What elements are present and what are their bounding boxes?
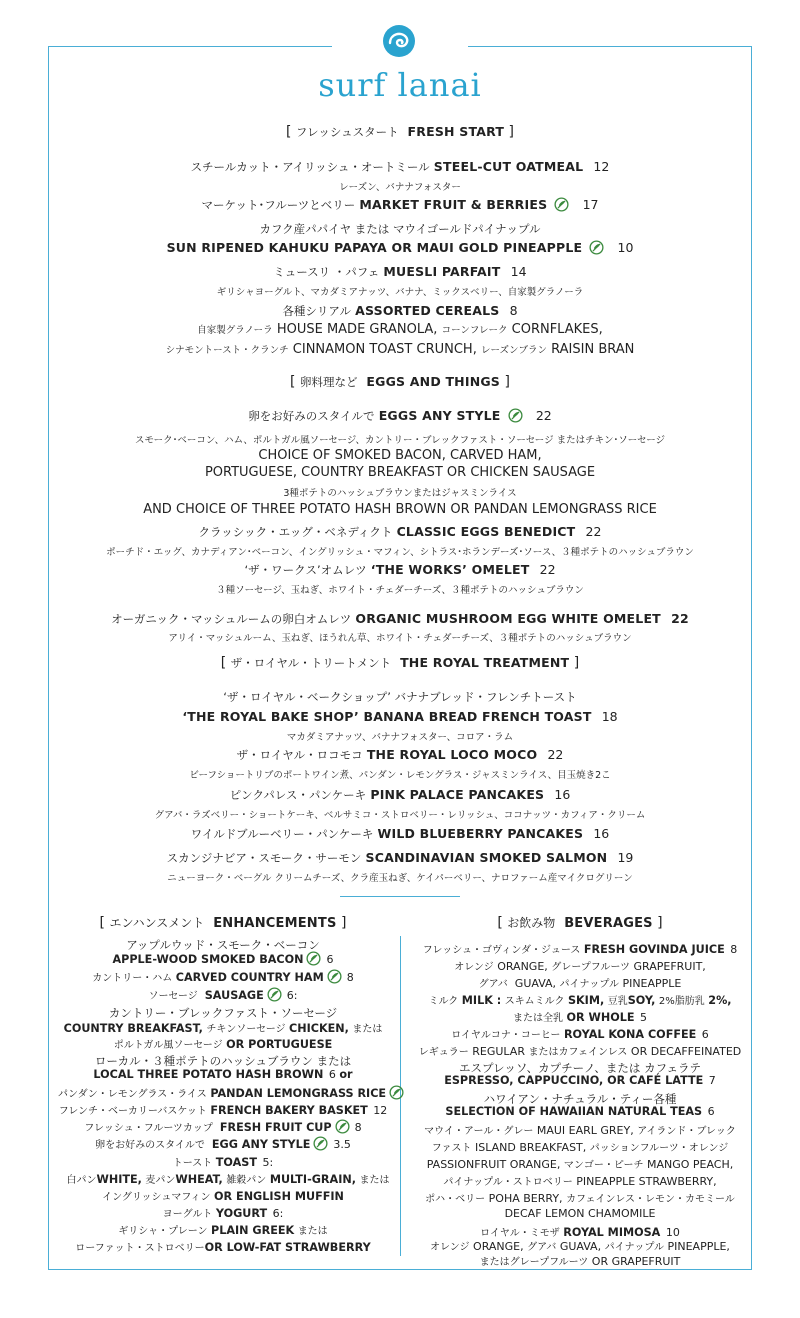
tea-options-6 — [410, 1207, 750, 1220]
section-title-jp: ザ・ロイヤル・トリートメント — [230, 656, 392, 670]
option-jp: ローファット・ストロベリー — [75, 1243, 205, 1254]
item-govinda-juice — [410, 941, 750, 956]
option-en: PASSIONFRUIT ORANGE, — [426, 1158, 561, 1171]
item-name-jp: オーガニック・マッシュルームの卵白オムレツ — [111, 612, 352, 626]
option-en: GUAVA, — [514, 977, 557, 990]
toast-options-2 — [58, 1188, 388, 1203]
item-price: 10 — [665, 1226, 680, 1239]
option-jp: 自家製グラノーラ — [197, 325, 273, 336]
option-en: GRAPEFRUIT, — [633, 960, 706, 973]
cereal-options-line-1 — [52, 322, 748, 337]
item-name-jp: ‘ザ・ワークス’オムレツ — [244, 563, 367, 577]
vegetarian-icon — [589, 240, 604, 255]
item-name-en: SUN RIPENED KAHUKU PAPAYA OR MAUI GOLD PINEAPPLE — [166, 240, 583, 255]
vegetarian-icon — [554, 197, 569, 212]
item-name-jp: ピンクパレス・パンケーキ — [229, 788, 367, 802]
item-name-jp: ロイヤルコナ・コーヒー — [451, 1030, 561, 1041]
item-name-en: ‘THE ROYAL BAKE SHOP’ BANANA BREAD FRENCH TOAST — [182, 709, 592, 724]
section-eggs-title: [ 卵料理など EGGS AND THINGS ] — [290, 374, 510, 390]
option-jp: チキンソーセージ — [206, 1024, 286, 1035]
item-works-omelet — [52, 562, 748, 578]
option-jp: またはカフェインレス — [528, 1047, 628, 1058]
item-mushroom-omelet — [52, 611, 748, 627]
option-jp: または全乳 — [512, 1013, 563, 1024]
option-en: OR PORTUGUESE — [226, 1038, 333, 1051]
option-jp: パッションフルーツ・オレンジ — [589, 1143, 729, 1154]
option-en: SOY, — [627, 994, 656, 1007]
item-desc: アリイ・マッシュルーム、玉ねぎ、ほうれん草、ホワイト・チェダーチーズ、３種ポテトのハッシュブラウン — [168, 633, 632, 644]
item-name-jp: ヨーグルト — [162, 1209, 213, 1220]
option-en: PINEAPPLE — [622, 977, 682, 990]
item-blueberry-pancakes — [52, 826, 748, 842]
section-title-en: BEVERAGES — [564, 916, 653, 931]
item-espresso — [410, 1074, 750, 1087]
option-en: PINEAPPLE STRAWBERRY, — [576, 1175, 717, 1188]
option-en: ISLAND BREAKFAST, — [475, 1141, 587, 1154]
item-name-jp: スチールカット・アイリッシュ・オートミール — [190, 160, 430, 174]
item-oatmeal — [52, 159, 748, 175]
option-jp: または — [359, 1175, 390, 1186]
option-jp: 豆乳 — [607, 996, 628, 1007]
item-name-en: FRESH GOVINDA JUICE — [583, 943, 725, 956]
item-price: 14 — [510, 264, 527, 279]
section-title-jp: 卵料理など — [299, 375, 358, 389]
item-name-en: ORGANIC MUSHROOM EGG WHITE OMELET — [355, 611, 661, 626]
section-royal-title: [ ザ・ロイヤル・トリートメント THE ROYAL TREATMENT ] — [220, 655, 580, 671]
item-name-jp: ハワイアン・ナチュラル・ティー各種 — [483, 1092, 677, 1106]
item-name-jp: ザ・ロイヤル・ロコモコ — [236, 748, 363, 762]
vegetarian-icon — [327, 969, 342, 984]
item-price: 22 — [671, 611, 689, 626]
item-eggs-any-style — [52, 408, 748, 424]
item-fruit — [52, 197, 748, 213]
item-pink-pancakes — [52, 787, 748, 803]
item-price: 7 — [708, 1074, 716, 1087]
option-jp: オレンジ — [454, 962, 494, 973]
option-en: WHITE, — [96, 1173, 142, 1186]
item-price: 16 — [554, 787, 571, 802]
item-name-jp: マーケット･フルーツとベリー — [201, 198, 356, 212]
section-title-jp: フレッシュスタート — [295, 125, 399, 139]
option-jp: パイナップル — [604, 1242, 664, 1253]
section-beverages-title: [ お飲み物 BEVERAGES ] — [497, 915, 663, 931]
option-jp: 雑穀パン — [226, 1175, 267, 1186]
item-name-en: TOAST — [215, 1156, 257, 1169]
toast-options — [58, 1171, 398, 1186]
item-name-en: WILD BLUEBERRY PANCAKES — [377, 826, 584, 841]
item-name-jp: ミルク — [428, 996, 459, 1007]
tea-options-5 — [410, 1190, 750, 1205]
option-en: MULTI-GRAIN, — [269, 1173, 356, 1186]
vegetarian-icon — [335, 1119, 350, 1134]
item-smoked-salmon — [52, 850, 748, 866]
item-price: 22 — [535, 408, 552, 423]
item-name-en: THE ROYAL LOCO MOCO — [366, 747, 538, 762]
item-price: 6: — [286, 989, 298, 1002]
item-name-en: YOGURT — [215, 1207, 268, 1220]
item-name-en: MILK : — [461, 994, 502, 1007]
tea-options-4 — [410, 1173, 750, 1188]
option-jp: カントリー・ブレックファスト・ソーセージ — [108, 1006, 338, 1020]
item-french-toast — [52, 709, 748, 725]
item-price: 8 — [354, 1121, 362, 1134]
yogurt-options-2 — [58, 1239, 388, 1254]
item-name-en: EGGS ANY STYLE — [378, 408, 501, 423]
option-en: OR LOW-FAT STRAWBERRY — [204, 1241, 371, 1254]
item-milk — [410, 992, 750, 1007]
section-divider — [340, 896, 460, 897]
item-yogurt — [58, 1205, 388, 1220]
mimosa-options-2 — [410, 1253, 750, 1268]
option-en: SKIM, — [567, 994, 605, 1007]
item-price: 8 — [730, 943, 738, 956]
item-name-en: CARVED COUNTRY HAM — [175, 971, 324, 984]
item-price: 6 — [701, 1028, 709, 1041]
item-desc: レーズン、バナナフォスター — [339, 182, 461, 193]
item-sausage — [58, 987, 388, 1002]
item-name-jp: ワイルドブルーベリー・パンケーキ — [190, 827, 374, 841]
option-jp: レーズンブラン — [480, 345, 548, 356]
brand-name: surf lanai — [318, 66, 482, 104]
item-name-en: EGG ANY STYLE — [211, 1138, 311, 1151]
item-desc: グアバ・ラズベリー・ショートケーキ、ベルサミコ・ストロベリー・レリッシュ、ココナッツ・カフィア・クリーム — [154, 810, 646, 821]
item-price: 5 — [640, 1011, 647, 1024]
item-desc-en: CHOICE OF SMOKED BACON, CARVED HAM, — [258, 448, 542, 463]
item-desc-jp: スモーク･ベーコン、ハム、ポルトガル風ソーセージ、カントリー・ブレックファスト・ソーセージ またはチキン･ソーセージ — [134, 435, 666, 446]
item-price: 8 — [509, 303, 518, 318]
item-name-jp: フレッシュ・ゴヴィンダ・ジュース — [422, 945, 581, 956]
section-title-en: THE ROYAL TREATMENT — [400, 655, 570, 670]
item-bakery-basket — [58, 1102, 388, 1117]
item-name-en: FRENCH BAKERY BASKET — [210, 1104, 368, 1117]
item-fruit-cup — [58, 1119, 388, 1134]
option-en: CHICKEN, — [289, 1022, 349, 1035]
option-jp: スキムミルク — [504, 996, 565, 1007]
item-name-en: STEEL-CUT OATMEAL — [433, 159, 584, 174]
section-title-en: EGGS AND THINGS — [366, 374, 501, 389]
option-jp: レギュラー — [418, 1047, 469, 1058]
item-name-jp: フレッシュ・フルーツカップ — [84, 1123, 213, 1134]
item-name-en: SCANDINAVIAN SMOKED SALMON — [365, 850, 608, 865]
option-jp: または — [352, 1024, 383, 1035]
cereal-options-line-2 — [52, 342, 748, 357]
item-name-jp: 卵をお好みのスタイルで — [248, 409, 375, 423]
item-desc-jp: 3種ポテトのハッシュブラウンまたはジャスミンライス — [283, 488, 517, 499]
option-en: GUAVA, — [559, 1240, 602, 1253]
option-jp: グアバ — [527, 1242, 557, 1253]
section-enhancements-title: [ エンハンスメント ENHANCEMENTS ] — [99, 915, 347, 931]
item-name-jp: クラッシック・エッグ・ベネディクト — [198, 525, 393, 539]
option-jp: ポルトガル風ソーセージ — [113, 1040, 223, 1051]
sausage-options-2 — [58, 1036, 388, 1051]
option-en: HOUSE MADE GRANOLA, — [276, 322, 438, 337]
option-jp: マンゴー・ピーチ — [563, 1160, 644, 1171]
section-title-jp: お飲み物 — [507, 916, 556, 930]
option-jp: シナモントースト・クランチ — [165, 345, 289, 356]
item-price: 6: — [272, 1207, 284, 1220]
option-jp: ギリシャ・プレーン — [118, 1226, 208, 1237]
item-price: 18 — [601, 709, 618, 724]
vegetarian-icon — [267, 987, 282, 1002]
option-jp: イングリッシュマフィン — [102, 1192, 211, 1203]
option-jp: コーンフレーク — [441, 325, 508, 336]
mimosa-options — [410, 1238, 750, 1253]
item-name-en: MUESLI PARFAIT — [383, 264, 501, 279]
option-jp: グレープフルーツ — [551, 962, 630, 973]
option-jp: オレンジ — [430, 1242, 470, 1253]
option-en: DECAF LEMON CHAMOMILE — [504, 1207, 656, 1220]
item-benedict — [52, 524, 748, 540]
item-name-jp: カントリー・ハム — [92, 973, 173, 984]
item-name-en: SELECTION OF HAWAIIAN NATURAL TEAS — [445, 1105, 703, 1118]
item-price: 19 — [617, 850, 634, 865]
section-title-en: ENHANCEMENTS — [213, 916, 337, 931]
item-price: 3.5 — [333, 1138, 351, 1151]
option-jp: 2%脂肪乳 — [658, 996, 705, 1007]
option-jp: 麦パン — [145, 1175, 176, 1186]
item-price: 22 — [547, 747, 564, 762]
item-hash-brown — [58, 1068, 388, 1081]
item-name-en: APPLE-WOOD SMOKED BACON — [112, 953, 304, 966]
tea-options — [410, 1122, 750, 1137]
item-name-jp: ロイヤル・ミモザ — [480, 1228, 560, 1239]
option-en: REGULAR — [472, 1045, 525, 1058]
item-toast — [58, 1154, 388, 1169]
item-hawaiian-teas — [410, 1105, 750, 1118]
item-desc: ニューヨーク・ベーグル クリームチーズ、クラ産玉ねぎ、ケイパーベリー、ナロファーム産マイクログリーン — [167, 873, 633, 884]
item-name-jp: フレンチ・ベーカリーバスケット — [58, 1106, 207, 1117]
option-jp: グアバ — [478, 979, 508, 990]
item-price: 12 — [593, 159, 610, 174]
item-name-en: ROYAL KONA COFFEE — [563, 1028, 697, 1041]
vegetarian-icon — [389, 1085, 404, 1100]
item-name-en: ASSORTED CEREALS — [355, 303, 500, 318]
option-jp: ファスト — [431, 1143, 472, 1154]
item-name-jp: 卵をお好みのスタイルで — [95, 1140, 205, 1151]
item-name-en: ESPRESSO, CAPPUCCINO, OR CAFÉ LATTE — [444, 1074, 704, 1087]
milk-options-2 — [410, 1009, 750, 1024]
item-desc: ３種ソーセージ、玉ねぎ、ホワイト・チェダーチーズ、３種ポテトのハッシュブラウン — [216, 585, 584, 596]
item-name-jp: アップルウッド・スモーク・ベーコン — [126, 938, 320, 952]
sausage-options — [58, 1020, 388, 1035]
option-jp: ポハ・ベリー — [425, 1194, 486, 1205]
option-jp: または — [297, 1226, 328, 1237]
section-fresh-start-title: [ フレッシュスタート FRESH START ] — [286, 124, 514, 140]
item-egg-any-style — [58, 1136, 388, 1151]
option-en: CORNFLAKES, — [511, 322, 603, 337]
option-en: OR ENGLISH MUFFIN — [214, 1190, 344, 1203]
item-price: 6 — [707, 1105, 715, 1118]
item-papaya — [52, 240, 748, 256]
option-en: CINNAMON TOAST CRUNCH, — [292, 342, 477, 357]
option-jp: マウイ・アール・グレー — [424, 1126, 534, 1137]
item-name-jp: パンダン・レモングラス・ライス — [58, 1089, 207, 1100]
item-name-jp: カフク産パパイヤ または マウイゴールドパイナップル — [259, 222, 541, 236]
item-price: 16 — [593, 826, 610, 841]
item-price: 22 — [585, 524, 602, 539]
tea-options-3 — [410, 1156, 750, 1171]
item-muesli — [52, 264, 748, 280]
item-desc: マカダミアナッツ、バナナフォスター、コロア・ラム — [286, 732, 514, 743]
option-en: PINEAPPLE, — [667, 1240, 730, 1253]
or-text: or — [339, 1068, 353, 1081]
item-price: 5: — [262, 1156, 274, 1169]
item-desc-en: PORTUGUESE, COUNTRY BREAKFAST OR CHICKEN SAUSAGE — [204, 465, 596, 480]
option-en: RAISIN BRAN — [551, 342, 635, 357]
item-cereals — [52, 303, 748, 319]
item-name-en: ROYAL MIMOSA — [563, 1226, 661, 1239]
item-name-en: PANDAN LEMONGRASS RICE — [210, 1087, 387, 1100]
option-en: MAUI EARL GREY, — [536, 1124, 634, 1137]
juice-options — [410, 958, 750, 973]
item-price: 8 — [346, 971, 354, 984]
option-jp: 白パン — [66, 1175, 97, 1186]
item-bacon — [58, 951, 388, 966]
section-title-en: FRESH START — [407, 124, 505, 139]
option-jp: パイナップル — [559, 979, 619, 990]
item-desc: ポーチド・エッグ、カナディアン･ベーコン、イングリッシュ・マフィン、シトラス･ホランデーズ･ソース、３種ポテトのハッシュブラウン — [106, 547, 694, 558]
item-loco-moco — [52, 747, 748, 763]
item-name-en: LOCAL THREE POTATO HASH BROWN — [93, 1068, 324, 1081]
option-en: OR GRAPEFRUIT — [591, 1255, 681, 1268]
option-en: COUNTRY BREAKFAST, — [63, 1022, 203, 1035]
item-name-en: SAUSAGE — [204, 989, 264, 1002]
option-en: 2%, — [708, 994, 732, 1007]
option-jp: アイランド・ブレック — [637, 1126, 736, 1137]
item-name-jp: ミュースリ ・パフェ — [273, 265, 380, 279]
option-en: OR DECAFFEINATED — [630, 1045, 742, 1058]
option-en: ORANGE, — [473, 1240, 524, 1253]
item-ham — [58, 969, 388, 984]
vegetarian-icon — [313, 1136, 328, 1151]
tea-options-2 — [410, 1139, 750, 1154]
item-name-jp: ソーセージ — [148, 991, 198, 1002]
item-price: 17 — [582, 197, 599, 212]
item-name-jp: スカンジナビア・スモーク・サーモン — [166, 851, 362, 865]
item-name-jp: トースト — [172, 1158, 213, 1169]
item-name-en: PINK PALACE PANCAKES — [370, 787, 545, 802]
option-en: MANGO PEACH, — [646, 1158, 734, 1171]
item-royal-mimosa — [410, 1224, 750, 1239]
item-price: 22 — [539, 562, 556, 577]
item-desc: ギリシャヨーグルト、マカダミアナッツ、バナナ、ミックスベリー、自家製グラノーラ — [216, 287, 584, 298]
vegetarian-icon — [508, 408, 523, 423]
item-name-en: FRESH FRUIT CUP — [219, 1121, 332, 1134]
yogurt-options — [58, 1222, 388, 1237]
vegetarian-icon — [306, 951, 321, 966]
juice-options-2 — [410, 975, 750, 990]
item-name-en: MARKET FRUIT & BERRIES — [359, 197, 548, 212]
option-en: OR WHOLE — [566, 1011, 635, 1024]
option-jp: パイナップル・ストロベリー — [443, 1177, 573, 1188]
option-jp: またはグレープフルーツ — [479, 1257, 589, 1268]
item-price: 12 — [373, 1104, 388, 1117]
kona-options — [410, 1043, 750, 1058]
item-rice — [58, 1085, 398, 1100]
item-desc-en: AND CHOICE OF THREE POTATO HASH BROWN OR PANDAN LEMONGRASS RICE — [143, 502, 657, 517]
item-name-jp: 各種シリアル — [282, 304, 351, 318]
option-en: ORANGE, — [497, 960, 548, 973]
option-jp: カフェインレス・レモン・カモミール — [566, 1194, 735, 1205]
item-name-jp: エスプレッソ、カプチーノ、または カフェラテ — [458, 1061, 702, 1075]
option-en: WHEAT, — [175, 1173, 223, 1186]
option-en: PLAIN GREEK — [211, 1224, 295, 1237]
item-kona-coffee — [410, 1026, 750, 1041]
section-title-jp: エンハンスメント — [109, 916, 205, 930]
item-name-en: ‘THE WORKS’ OMELET — [370, 562, 530, 577]
item-price: 6 — [328, 1068, 336, 1081]
wave-logo-icon — [382, 24, 416, 58]
item-price: 6 — [326, 953, 334, 966]
item-name-jp: ‘ザ・ロイヤル・ベークショップ’ バナナブレッド・フレンチトースト — [223, 690, 577, 704]
item-desc: ビーフショートリブのポートワイン煮、パンダン・レモングラス・ジャスミンライス、目玉焼き2こ — [189, 770, 611, 781]
item-name-en: CLASSIC EGGS BENEDICT — [396, 524, 576, 539]
option-en: POHA BERRY, — [488, 1192, 563, 1205]
option-jp: ローカル・３種ポテトのハッシュブラウン または — [94, 1054, 352, 1068]
item-price: 10 — [617, 240, 634, 255]
